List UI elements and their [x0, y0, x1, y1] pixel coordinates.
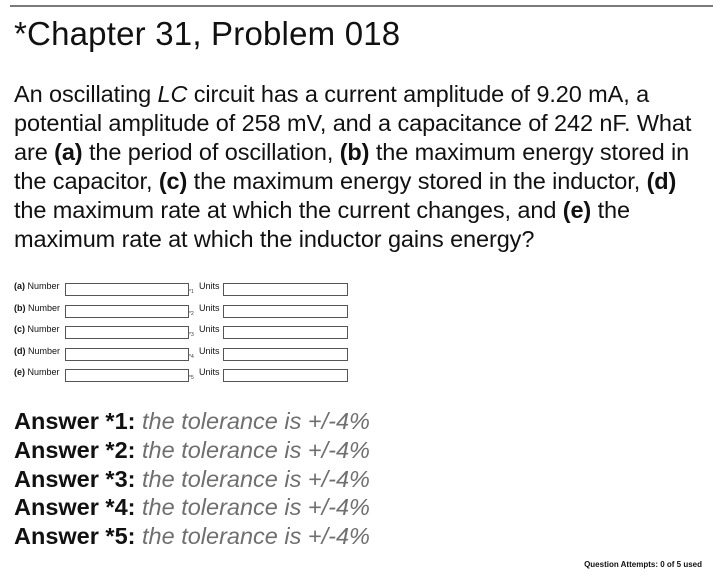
- problem-text: the maximum energy stored in the inductor,: [187, 168, 647, 194]
- answer-tag: *1: [189, 289, 194, 295]
- row-label: [14, 345, 60, 357]
- number-input-c[interactable]: [65, 326, 189, 339]
- answer-tag: *3: [189, 332, 194, 338]
- answer-label: Answer *1:: [14, 408, 136, 434]
- units-select-b[interactable]: [223, 305, 348, 318]
- problem-text: the maximum rate at which the current changes, and: [14, 197, 563, 223]
- answer-tolerance-2: [14, 436, 370, 465]
- tolerance-text: the tolerance is +/-4%: [142, 408, 370, 434]
- part-letter: (e): [14, 367, 25, 377]
- number-label: Number: [27, 324, 60, 334]
- attempts-counter: Question Attempts: 0 of 5 used: [584, 560, 702, 569]
- number-input-d[interactable]: [65, 348, 189, 361]
- part-letter: (c): [14, 324, 25, 334]
- units-select-d[interactable]: [223, 348, 348, 361]
- number-input-a[interactable]: [65, 283, 189, 296]
- number-label: Number: [28, 302, 61, 313]
- number-input-b[interactable]: [65, 305, 189, 318]
- tolerance-text: the tolerance is +/-4%: [142, 436, 370, 463]
- problem-part-d: (d): [646, 168, 677, 194]
- answer-label: Answer *3:: [14, 465, 136, 492]
- answer-label: Answer *2:: [14, 436, 136, 463]
- units-label: Units: [199, 302, 220, 313]
- answer-tag: *5: [189, 375, 194, 381]
- answer-label: Answer *5:: [14, 523, 136, 550]
- units-label: Units: [199, 324, 220, 334]
- problem-text: circuit has a current amplitude of 9.20 mA, a potential amplitude of 258 mV, and a capacitance of 242 nF. What are: [14, 81, 692, 165]
- row-label: [14, 366, 60, 378]
- row-label: [14, 302, 60, 314]
- number-input-e[interactable]: [65, 369, 189, 382]
- number-label: Number: [27, 367, 60, 377]
- tolerance-text: the tolerance is +/-4%: [142, 465, 370, 492]
- problem-text: the maximum energy stored in the capacitor,: [14, 139, 690, 194]
- problem-text: the maximum rate at which the inductor gains energy?: [14, 197, 630, 252]
- problem-part-a: (a): [54, 139, 83, 165]
- units-select-a[interactable]: [223, 283, 348, 296]
- answer-tolerance-4: [14, 493, 370, 522]
- part-letter: (a): [14, 281, 25, 291]
- part-letter: (d): [14, 345, 26, 356]
- answer-label: Answer *4:: [14, 494, 136, 521]
- tolerance-text: the tolerance is +/-4%: [142, 494, 370, 521]
- problem-text: the period of oscillation,: [82, 139, 340, 165]
- page-title: *Chapter 31, Problem 018: [14, 15, 401, 52]
- units-label: Units: [199, 367, 220, 377]
- units-label: Units: [199, 281, 220, 291]
- number-label: Number: [28, 345, 61, 356]
- problem-lc-term: LC: [157, 81, 188, 107]
- part-letter: (b): [14, 302, 26, 313]
- units-label: Units: [199, 345, 220, 356]
- answer-tolerance-1: [14, 407, 370, 436]
- problem-part-e: (e): [562, 197, 592, 223]
- units-select-c[interactable]: [223, 326, 348, 339]
- problem-text: An oscillating: [14, 81, 158, 107]
- units-select-e[interactable]: [223, 369, 348, 382]
- row-label: [14, 323, 60, 335]
- answer-tag: *2: [189, 310, 194, 317]
- problem-part-c: (c): [158, 168, 188, 194]
- problem-statement: [14, 80, 704, 254]
- answer-tag: *4: [189, 353, 194, 360]
- top-divider: [10, 5, 713, 7]
- answer-tolerance-5: [14, 522, 370, 551]
- answer-tolerance-3: [14, 465, 370, 494]
- tolerance-text: the tolerance is +/-4%: [142, 523, 370, 550]
- answer-tolerances: [14, 407, 370, 551]
- row-label: [14, 280, 60, 292]
- problem-part-b: (b): [339, 139, 370, 165]
- number-label: Number: [27, 281, 60, 291]
